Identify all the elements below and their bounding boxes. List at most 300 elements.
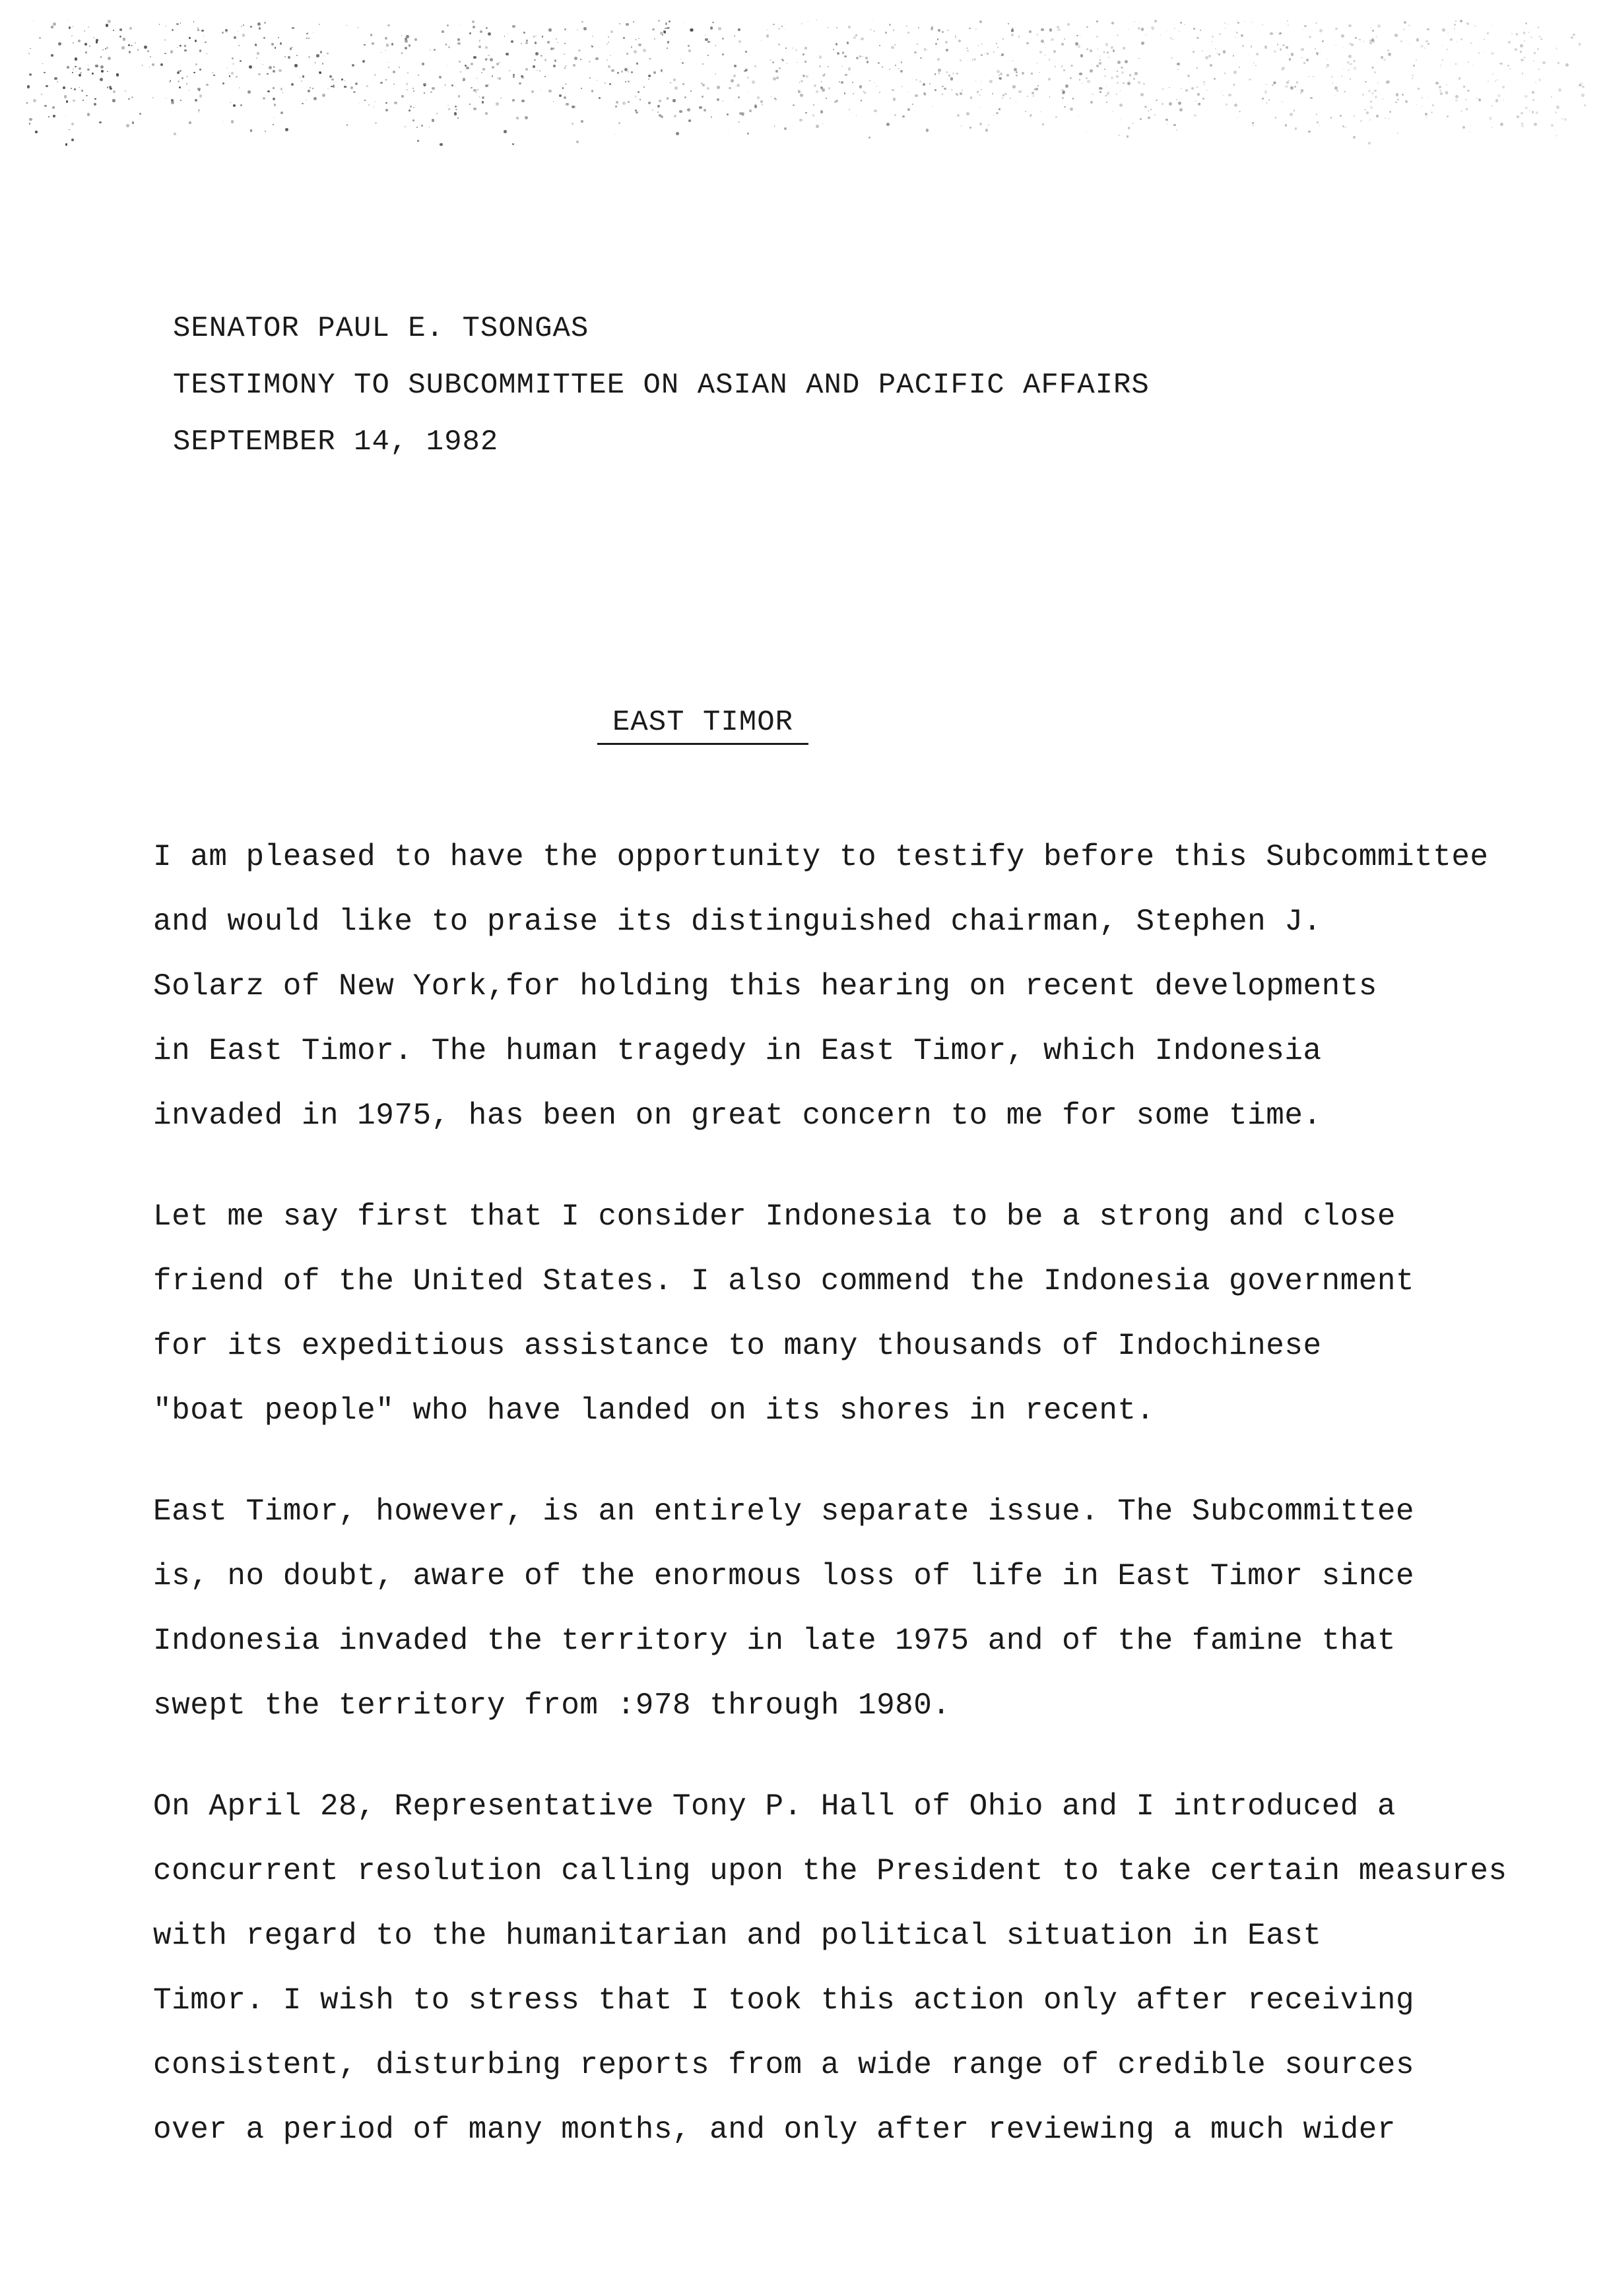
noise-speck	[715, 45, 716, 46]
noise-speck	[1067, 23, 1069, 25]
noise-speck	[1116, 75, 1119, 78]
noise-speck	[274, 104, 276, 106]
text-line: Let me say first that I consider Indonesia to be a strong and close	[153, 1199, 1396, 1234]
noise-speck	[979, 123, 982, 125]
noise-speck	[987, 53, 988, 54]
noise-speck	[589, 61, 591, 63]
noise-speck	[1364, 109, 1366, 111]
noise-speck	[128, 44, 130, 46]
noise-speck	[749, 110, 752, 112]
noise-speck	[1226, 104, 1228, 106]
noise-speck	[1224, 73, 1226, 74]
noise-speck	[820, 86, 823, 89]
noise-speck	[1286, 81, 1289, 84]
noise-speck	[41, 94, 42, 95]
noise-speck	[1366, 112, 1369, 114]
noise-speck	[227, 68, 228, 69]
noise-speck	[519, 82, 521, 85]
noise-speck	[1169, 102, 1172, 106]
noise-speck	[654, 38, 656, 40]
noise-speck	[544, 76, 546, 77]
noise-speck	[455, 109, 457, 111]
noise-speck	[1002, 94, 1004, 96]
noise-speck	[1064, 38, 1065, 40]
noise-speck	[413, 90, 414, 92]
noise-speck	[193, 21, 195, 22]
noise-speck	[473, 26, 475, 28]
noise-speck	[993, 76, 994, 77]
noise-speck	[63, 86, 65, 89]
noise-speck	[661, 69, 663, 71]
noise-speck	[611, 69, 614, 73]
noise-speck	[1219, 33, 1221, 35]
noise-speck	[929, 83, 931, 84]
noise-speck	[129, 27, 132, 30]
paragraph-1	[153, 825, 1489, 1148]
noise-speck	[1002, 38, 1004, 40]
noise-speck	[1416, 59, 1418, 61]
noise-speck	[635, 39, 636, 40]
noise-speck	[667, 41, 669, 43]
noise-speck	[608, 65, 610, 68]
noise-speck	[867, 61, 869, 63]
noise-speck	[774, 125, 775, 127]
noise-speck	[199, 90, 200, 91]
noise-speck	[631, 46, 633, 48]
noise-speck	[738, 40, 741, 43]
noise-speck	[1096, 20, 1098, 22]
noise-speck	[1421, 97, 1423, 99]
noise-speck	[282, 92, 283, 93]
noise-speck	[572, 106, 574, 108]
noise-speck	[1290, 86, 1294, 90]
noise-speck	[1138, 27, 1140, 30]
noise-speck	[1160, 34, 1162, 36]
noise-speck	[1266, 102, 1267, 103]
noise-speck	[1193, 51, 1195, 53]
noise-speck	[957, 114, 960, 117]
noise-speck	[969, 127, 971, 129]
noise-speck	[1196, 37, 1198, 39]
noise-speck	[364, 100, 366, 101]
noise-speck	[648, 79, 650, 80]
noise-speck	[950, 77, 953, 80]
noise-speck	[73, 69, 74, 70]
noise-speck	[842, 51, 845, 54]
noise-speck	[454, 112, 457, 115]
noise-speck	[319, 24, 320, 25]
noise-speck	[816, 125, 819, 128]
noise-speck	[874, 82, 875, 84]
noise-speck	[848, 26, 851, 28]
noise-speck	[284, 56, 286, 57]
noise-speck	[1472, 64, 1473, 65]
noise-speck	[197, 29, 199, 31]
noise-speck	[1113, 49, 1115, 52]
noise-speck	[958, 40, 961, 42]
noise-speck	[255, 44, 257, 46]
noise-speck	[1404, 21, 1406, 24]
noise-speck	[625, 81, 626, 82]
noise-speck	[707, 41, 709, 43]
noise-speck	[979, 94, 981, 96]
noise-speck	[1581, 94, 1584, 96]
noise-speck	[891, 46, 894, 49]
document-header	[173, 300, 1150, 470]
noise-speck	[1134, 72, 1137, 75]
noise-speck	[1061, 65, 1063, 67]
noise-speck	[662, 73, 663, 74]
noise-speck	[729, 87, 731, 89]
noise-speck	[1016, 75, 1018, 77]
noise-speck	[801, 80, 803, 82]
noise-speck	[1408, 24, 1410, 26]
noise-speck	[863, 91, 865, 92]
noise-speck	[128, 98, 130, 100]
noise-speck	[380, 82, 382, 84]
noise-speck	[608, 42, 609, 43]
noise-speck	[975, 28, 977, 30]
noise-speck	[521, 43, 522, 44]
noise-speck	[1334, 95, 1336, 96]
noise-speck	[135, 42, 136, 44]
noise-speck	[1394, 34, 1397, 36]
noise-speck	[1082, 83, 1083, 84]
noise-speck	[229, 75, 230, 77]
noise-speck	[616, 101, 618, 104]
noise-speck	[996, 43, 997, 44]
noise-speck	[1237, 117, 1238, 118]
noise-speck	[75, 66, 77, 68]
noise-speck	[828, 87, 831, 90]
noise-speck	[410, 106, 412, 108]
noise-speck	[946, 49, 948, 51]
noise-speck	[1123, 47, 1125, 49]
noise-speck	[66, 100, 69, 103]
noise-speck	[1467, 90, 1470, 92]
noise-speck	[368, 104, 370, 106]
noise-speck	[152, 63, 154, 66]
noise-speck	[488, 32, 491, 36]
noise-speck	[1316, 113, 1318, 115]
noise-speck	[448, 46, 450, 48]
noise-speck	[1044, 43, 1045, 44]
noise-speck	[1218, 53, 1221, 56]
noise-speck	[1503, 100, 1505, 101]
text-line: "boat people" who have landed on its shores in recent.	[153, 1393, 1155, 1428]
noise-speck	[1300, 92, 1301, 94]
noise-speck	[119, 36, 121, 38]
noise-speck	[1331, 76, 1332, 77]
noise-speck	[816, 90, 818, 93]
noise-speck	[256, 57, 257, 59]
noise-speck	[478, 46, 481, 48]
noise-speck	[1427, 28, 1429, 30]
noise-speck	[673, 79, 676, 81]
noise-speck	[934, 89, 936, 91]
noise-speck	[273, 87, 275, 89]
noise-speck	[388, 67, 389, 68]
noise-speck	[946, 71, 948, 74]
noise-speck	[1535, 82, 1536, 83]
noise-speck	[1287, 20, 1289, 22]
noise-speck	[195, 99, 197, 102]
noise-speck	[73, 42, 74, 44]
noise-speck	[258, 73, 261, 76]
noise-speck	[1196, 86, 1198, 88]
noise-speck	[180, 45, 181, 47]
noise-speck	[263, 37, 265, 39]
noise-speck	[29, 118, 32, 121]
noise-speck	[512, 25, 515, 28]
noise-speck	[496, 63, 499, 65]
noise-speck	[1010, 98, 1011, 99]
noise-speck	[222, 82, 224, 84]
noise-speck	[223, 121, 224, 122]
noise-speck	[993, 115, 995, 116]
noise-speck	[271, 43, 274, 46]
noise-speck	[1538, 79, 1541, 81]
noise-speck	[1538, 26, 1540, 28]
noise-speck	[638, 38, 639, 39]
noise-speck	[533, 36, 535, 38]
noise-speck	[667, 27, 669, 29]
noise-speck	[652, 28, 654, 30]
noise-speck	[1301, 89, 1303, 92]
noise-speck	[1524, 57, 1525, 58]
noise-speck	[96, 41, 98, 43]
noise-speck	[105, 48, 106, 49]
noise-speck	[51, 54, 53, 57]
noise-speck	[859, 55, 861, 57]
noise-speck	[131, 96, 133, 98]
noise-speck	[856, 57, 859, 59]
noise-speck	[1522, 73, 1523, 74]
noise-speck	[1138, 81, 1141, 84]
noise-speck	[1354, 115, 1355, 117]
noise-speck	[1180, 22, 1182, 24]
noise-speck	[269, 66, 272, 69]
noise-speck	[1099, 59, 1101, 61]
noise-speck	[71, 36, 73, 37]
noise-speck	[772, 61, 774, 63]
noise-speck	[1422, 106, 1423, 107]
noise-speck	[424, 92, 425, 94]
noise-speck	[430, 49, 432, 51]
noise-speck	[250, 129, 253, 132]
noise-speck	[869, 80, 870, 81]
noise-speck	[1200, 30, 1201, 31]
noise-speck	[824, 73, 826, 75]
noise-speck	[1354, 67, 1356, 69]
noise-speck	[1120, 119, 1121, 120]
noise-speck	[1140, 22, 1141, 23]
noise-speck	[273, 66, 275, 67]
noise-speck	[1096, 36, 1099, 38]
noise-speck	[341, 79, 343, 80]
noise-speck	[619, 23, 620, 24]
noise-speck	[490, 58, 493, 61]
noise-speck	[108, 57, 111, 60]
noise-speck	[1582, 86, 1584, 88]
noise-speck	[1359, 39, 1361, 41]
noise-speck	[1460, 20, 1462, 22]
noise-speck	[1555, 112, 1557, 113]
noise-speck	[792, 48, 793, 49]
noise-speck	[407, 82, 409, 83]
noise-speck	[989, 80, 993, 83]
noise-speck	[674, 86, 678, 90]
noise-speck	[242, 34, 246, 37]
noise-speck	[1212, 41, 1213, 42]
noise-speck	[1129, 74, 1132, 77]
noise-speck	[1442, 59, 1443, 61]
noise-speck	[504, 130, 507, 133]
noise-speck	[1249, 79, 1251, 81]
noise-speck	[1537, 48, 1538, 49]
noise-speck	[100, 65, 104, 69]
noise-speck	[844, 92, 846, 94]
noise-speck	[331, 79, 334, 81]
noise-speck	[1193, 28, 1195, 30]
noise-speck	[992, 93, 993, 94]
noise-speck	[422, 63, 424, 65]
noise-speck	[1397, 133, 1398, 134]
noise-speck	[273, 70, 275, 73]
noise-speck	[280, 42, 282, 45]
noise-speck	[1275, 117, 1276, 118]
noise-speck	[409, 110, 410, 111]
noise-speck	[476, 92, 477, 93]
noise-speck	[1057, 28, 1061, 32]
noise-speck	[667, 48, 668, 49]
noise-speck	[79, 74, 81, 77]
noise-speck	[901, 86, 903, 87]
noise-speck	[1426, 116, 1427, 117]
noise-speck	[1504, 94, 1505, 95]
noise-speck	[1571, 36, 1573, 39]
noise-speck	[702, 96, 704, 98]
noise-speck	[67, 20, 69, 22]
noise-speck	[684, 96, 686, 98]
noise-speck	[482, 68, 485, 71]
noise-speck	[1086, 26, 1088, 28]
noise-speck	[1521, 125, 1524, 127]
noise-speck	[1107, 51, 1109, 53]
noise-speck	[499, 62, 500, 63]
noise-speck	[1012, 60, 1014, 61]
noise-speck	[1080, 54, 1083, 57]
noise-speck	[1133, 78, 1135, 80]
noise-speck	[977, 91, 979, 93]
noise-speck	[762, 104, 764, 106]
noise-speck	[1053, 50, 1057, 53]
noise-speck	[1099, 91, 1101, 93]
noise-speck	[1497, 94, 1501, 98]
noise-speck	[971, 99, 972, 100]
noise-speck	[350, 86, 353, 89]
noise-speck	[129, 51, 131, 53]
noise-speck	[1170, 37, 1172, 39]
noise-speck	[1268, 99, 1270, 100]
noise-speck	[643, 86, 645, 88]
noise-speck	[150, 56, 151, 57]
noise-speck	[1439, 90, 1442, 92]
noise-speck	[471, 63, 473, 65]
noise-speck	[535, 42, 537, 44]
noise-speck	[278, 37, 279, 38]
noise-speck	[942, 31, 943, 32]
noise-speck	[591, 90, 593, 92]
noise-speck	[1491, 127, 1493, 128]
noise-speck	[1055, 116, 1057, 118]
noise-speck	[757, 96, 759, 98]
noise-speck	[955, 38, 956, 39]
noise-speck	[559, 94, 562, 97]
noise-speck	[346, 124, 348, 126]
noise-speck	[71, 139, 74, 141]
noise-speck	[1233, 84, 1235, 86]
noise-speck	[488, 55, 489, 56]
noise-speck	[259, 27, 261, 30]
noise-speck	[407, 73, 409, 74]
noise-speck	[722, 100, 723, 102]
noise-speck	[981, 44, 983, 45]
noise-speck	[785, 29, 786, 30]
noise-speck	[1308, 76, 1309, 77]
noise-speck	[1348, 24, 1351, 27]
noise-speck	[1427, 97, 1429, 98]
noise-speck	[1463, 86, 1465, 88]
noise-speck	[1534, 52, 1535, 53]
noise-speck	[436, 113, 438, 114]
noise-speck	[1154, 114, 1156, 115]
noise-speck	[1202, 98, 1204, 100]
noise-speck	[870, 29, 872, 31]
noise-speck	[458, 95, 461, 98]
noise-speck	[199, 69, 201, 71]
noise-speck	[664, 31, 667, 34]
paragraph-3	[153, 1479, 1473, 1738]
noise-speck	[288, 56, 290, 59]
noise-speck	[27, 85, 30, 88]
noise-speck	[1242, 45, 1244, 47]
noise-speck	[485, 84, 488, 88]
noise-speck	[1277, 44, 1279, 46]
noise-speck	[1573, 34, 1575, 36]
noise-speck	[81, 90, 83, 92]
noise-speck	[581, 88, 582, 89]
noise-speck	[1065, 84, 1068, 88]
noise-speck	[967, 50, 969, 52]
noise-speck	[447, 24, 449, 26]
noise-speck	[580, 59, 582, 61]
noise-speck	[735, 99, 736, 100]
text-line: I am pleased to have the opportunity to testify before this Subcommittee	[153, 840, 1489, 874]
noise-speck	[485, 112, 487, 114]
noise-speck	[1533, 60, 1534, 61]
noise-speck	[65, 115, 66, 116]
noise-speck	[556, 38, 558, 40]
noise-speck	[1117, 34, 1119, 37]
noise-speck	[1517, 115, 1519, 117]
noise-speck	[1320, 53, 1321, 54]
noise-speck	[280, 88, 282, 90]
noise-speck	[1086, 131, 1088, 133]
noise-speck	[414, 38, 416, 40]
header-author: SENATOR PAUL E. TSONGAS	[173, 312, 589, 345]
noise-speck	[1278, 32, 1281, 35]
